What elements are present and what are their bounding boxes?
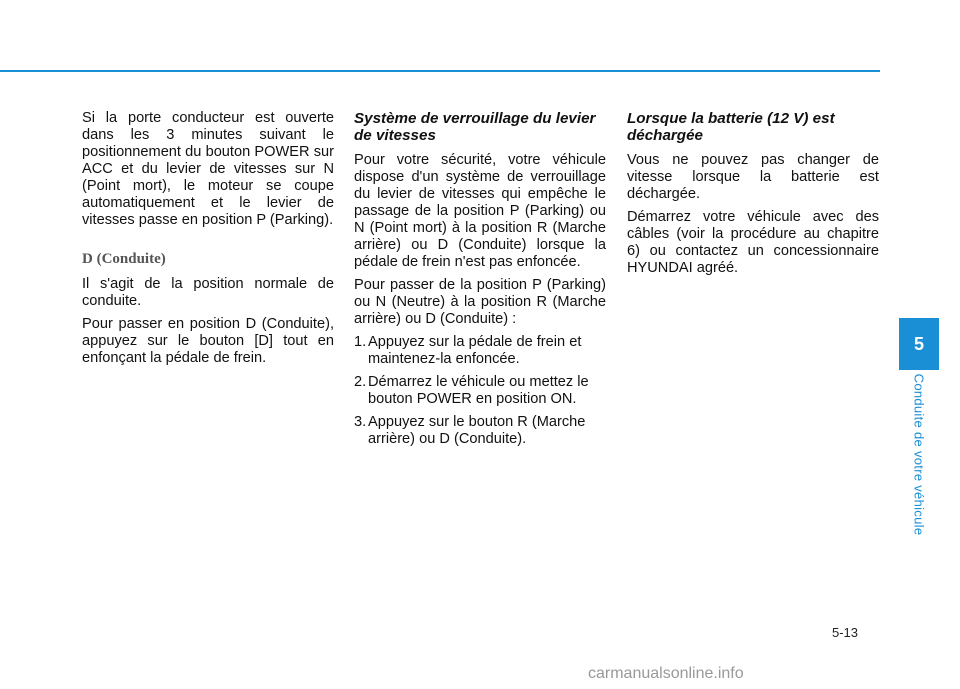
paragraph: Pour passer en position D (Conduite), appuyez sur le bouton [D] tout en enfonçant la pédale de frein. xyxy=(82,316,334,366)
list-item: 2. Démarrez le véhicule ou mettez le bouton POWER en position ON. xyxy=(354,374,589,407)
header-rule xyxy=(0,70,880,72)
list-item: 1. Appuyez sur la pédale de frein et maintenez-la enfoncée. xyxy=(354,334,582,367)
list-item: 3. Appuyez sur le bouton R (Marche arrière) ou D (Conduite). xyxy=(354,414,586,447)
paragraph: Vous ne pouvez pas changer de vitesse lorsque la batterie est déchargée. xyxy=(627,152,879,202)
section-heading: Système de verrouillage du levier de vitesses xyxy=(354,110,596,144)
paragraph: Pour passer de la position P (Parking) ou N (Neutre) à la position R (Marche arrière) ou D (Conduite) : xyxy=(354,277,606,327)
paragraph: Démarrez votre véhicule avec des câbles (voir la procédure au chapitre 6) ou contactez un concessionnaire HYUNDAI agréé. xyxy=(627,209,879,276)
chapter-tab: 5 xyxy=(899,318,939,370)
section-heading: D (Conduite) xyxy=(82,251,166,267)
paragraph: Il s'agit de la position normale de conduite. xyxy=(82,276,334,309)
section-heading: Lorsque la batterie (12 V) est déchargée xyxy=(627,110,835,144)
column-middle xyxy=(354,110,606,454)
paragraph: Pour votre sécurité, votre véhicule dispose d'un système de verrouillage du levier de vitesses qui empêche le passage de la position P (Parking) ou N (Point mort) à la position R (Marche arrière) ou D (Conduite) lorsque la pédale de frein n'est pas enfoncée. xyxy=(354,152,606,270)
paragraph: Si la porte conducteur est ouverte dans les 3 minutes suivant le positionnement du bouton POWER sur ACC et du levier de vitesses sur N (Point mort), le moteur se coupe automatiquement et le levier de vitesses passe en position P (Parking). xyxy=(82,110,334,228)
steps-list xyxy=(354,334,606,448)
page-number: 5-13 xyxy=(832,625,859,640)
column-left xyxy=(82,110,334,373)
column-right xyxy=(627,110,879,283)
watermark: carmanualsonline.info xyxy=(588,665,744,682)
